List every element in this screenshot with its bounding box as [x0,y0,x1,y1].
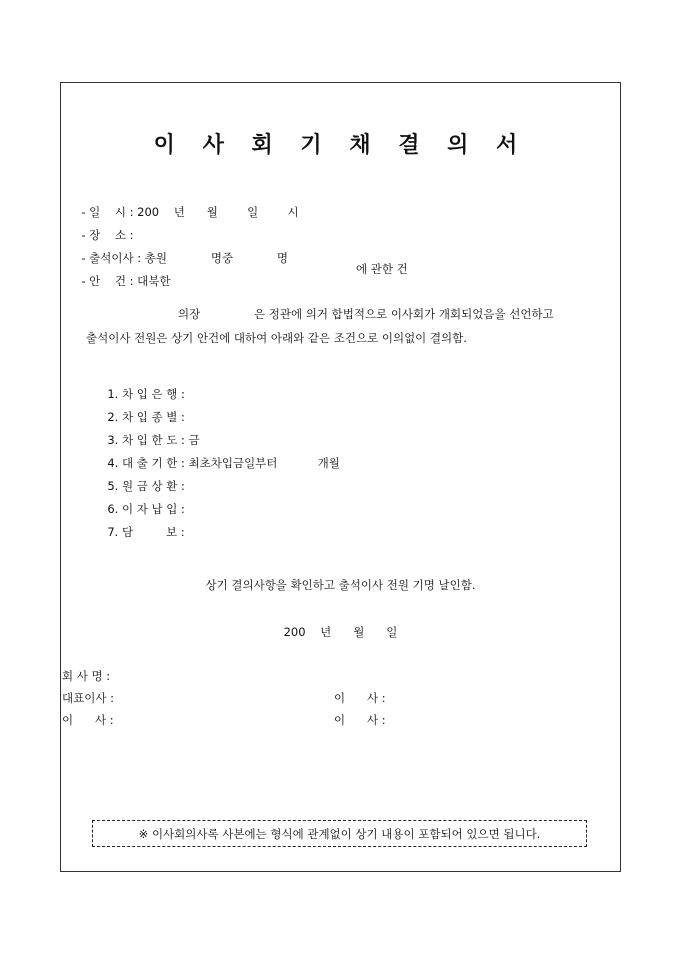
agenda-value: 대북한 [137,273,171,288]
note-box [92,820,587,847]
place-label: - 장 소 : [81,227,138,242]
condition-label: 2. 차 입 종 별 : [107,409,185,424]
condition-item [100,492,185,515]
condition-item [100,515,185,538]
company-name-label: 회 사 명 : [62,669,111,683]
condition-label: 7. 담 보 : [107,524,185,539]
condition-label: 6. 이 자 납 입 : [107,501,185,516]
condition-item [100,469,185,492]
condition-label: 4. 대 출 기 한 : [107,455,189,470]
confirmation-text: 상기 결의사항을 확인하고 출석이사 전원 기명 날인함. [205,578,476,592]
condition-value: 최초차입금일부터 개월 [188,455,340,470]
condition-item [100,446,340,469]
attendance-field [74,241,288,264]
attendance-value: 총원 명중 명 [144,250,289,265]
paragraph-line-1: 은 정관에 의거 합법적으로 이사회가 개회되었음을 선언하고 [254,307,554,321]
agenda-label: - 안 건 : [81,273,138,288]
sign-date: 200 년 월 일 [283,625,398,639]
date-field [74,195,299,218]
condition-label: 5. 원 금 상 환 : [107,478,185,493]
document-title: 이 사 회 기 채 결 의 서 [153,132,528,158]
date-label: - 일 시 : [81,204,138,219]
director-label: 이 사 : [334,713,386,727]
condition-label: 3. 차 입 한 도 : [107,432,189,447]
condition-item [100,423,200,446]
paragraph-line-2: 출석이사 전원은 상기 안건에 대하여 아래와 같은 조건으로 이의없이 결의함. [86,331,467,345]
agenda-field [74,264,170,287]
director-label: 이 사 : [334,691,386,705]
note-text: ※ 이사회의사록 사본에는 형식에 관계없이 상기 내용이 포함되어 있으면 됩니다. [138,826,541,841]
date-value: 200 년 월 일 시 [137,204,299,219]
condition-item [100,377,185,400]
chairman-label: 의장 [178,307,201,321]
attendance-label: - 출석이사 : [81,250,145,265]
ceo-label: 대표이사 : [62,691,114,705]
agenda-suffix: 에 관한 건 [356,262,408,276]
condition-value: 금 [188,432,200,447]
place-field [74,218,137,241]
director-label: 이 사 : [62,713,114,727]
condition-item [100,400,185,423]
condition-label: 1. 차 입 은 행 : [107,386,185,401]
